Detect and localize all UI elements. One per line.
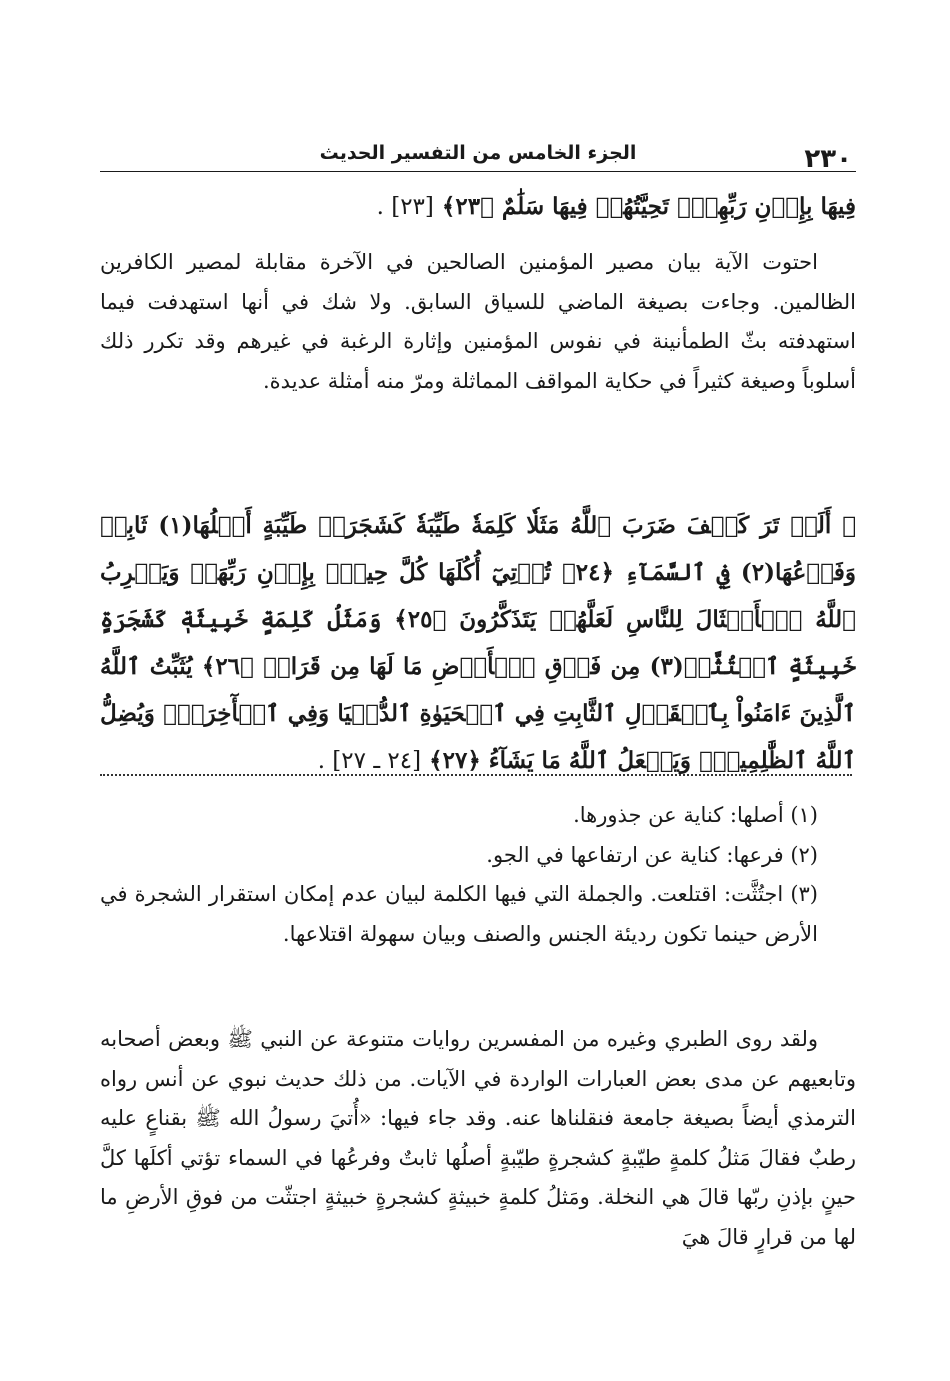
footnote-1: (١) أصلها: كناية عن جذورها. [573, 803, 818, 827]
footnote-2: (٢) فرعها: كناية عن ارتفاعها في الجو. [486, 842, 818, 867]
footnote-3: (٣) اجتُثَّت: اقتلعت. والجملة التي فيها الكلمة لبيان عدم إمكان استقرار الشجرة في الأرض حينما تكون رديئة الجنس والصنف وبيان سهولة اقتلاعها. [100, 882, 818, 946]
footnote-separator [100, 774, 852, 776]
verses-reference: [٢٤ ـ ٢٧] . [317, 748, 422, 774]
page-header [100, 136, 856, 176]
verse-tail-reference: [٢٣] . [376, 194, 434, 220]
commentary-text: احتوت الآية بيان مصير المؤمنين الصالحين في الآخرة مقابلة لمصير الكافرين الظالمين. وجاءت بصيغة الماضي للسياق السابق. ولا شك في أنها استهدفت فيما استهدفته بثّ الطمأنينة في نفوس المؤمنين وإثارة الرغبة في غيرهم وقد تكرر ذلك أسلوباً وصيغة كثيراً في حكاية المواقف المماثلة ومرّ منه أمثلة عديدة. [100, 250, 856, 393]
narration-text: ولقد روى الطبري وغيره من المفسرين روايات متنوعة عن النبي ﷺ وبعض أصحابه وتابعيهم عن مدى بعض العبارات الواردة في الآيات. من ذلك حديث نبوي عن أنس رواه الترمذي أيضاً بصيغة جامعة فنقلناها عنه. وقد جاء فيها: «أُتيَ رسولُ الله ﷺ بقناعٍ عليه رطبٌ فقالَ مَثلُ كلمةٍ طيّبةٍ كشجرةٍ طيّبةٍ أصلُها ثابتٌ وفرعُها في السماء تؤتي أكلَها كلَّ حينٍ بإذنِ ربّها قالَ هي النخلة. ومَثلُ كلمةٍ خبيثةٍ كشجرةٍ خبيثةٍ اجتثّت من فوقِ الأرضِ ما لها من قرارٍ قالَ هيَ [100, 1027, 856, 1249]
running-title: الجزء الخامس من التفسير الحديث [319, 142, 637, 164]
narration-paragraph [100, 1020, 856, 1257]
verses-block [100, 502, 856, 785]
page-number: ٢٣٠ [804, 144, 852, 174]
commentary-paragraph [100, 243, 856, 401]
verse-tail-text: فِيهَا بِإِذۡنِ رَبِّهِمۡۖ تَحِيَّتُهُمۡ فِيهَا سَلَٰمٌ ﴿٢٣﴾ [441, 193, 856, 220]
footnotes [100, 796, 856, 954]
verses-text: ﴿ أَلَمۡ تَرَ كَيۡفَ ضَرَبَ ٱللَّهُ مَثَلٗا كَلِمَةٗ طَيِّبَةٗ كَشَجَرَةٖ طَيِّبَةٍ أَصۡلُهَا(١) ثَابِتٞ وَفَرۡعُهَا(٢) فِي ٱلسَّمَآءِ ﴿٢٤﴾ تُؤۡتِيٓ أُكُلَهَا كُلَّ حِينِۭ بِإِذۡنِ رَبِّهَاۗ وَيَضۡرِبُ ٱللَّهُ ٱلۡأَمۡثَالَ لِلنَّاسِ لَعَلَّهُمۡ يَتَذَكَّرُونَ ﴿٢٥﴾ وَمَثَلُ كَلِمَةٍ خَبِيثَةٖ كَشَجَرَةٍ خَبِيثَةٍ ٱجۡتُثَّتۡ(٣) مِن فَوۡقِ ٱلۡأَرۡضِ مَا لَهَا مِن قَرَارٖ ﴿٢٦﴾ يُثَبِّتُ ٱللَّهُ ٱلَّذِينَ ءَامَنُواْ بِٱلۡقَوۡلِ ٱلثَّابِتِ فِي ٱلۡحَيَوٰةِ ٱلدُّنۡيَا وَفِي ٱلۡأٓخِرَةِۖ وَيُضِلُّ ٱللَّهُ ٱلظَّٰلِمِينَۚ وَيَفۡعَلُ ٱللَّهُ مَا يَشَآءُ ﴿٢٧﴾ [100, 512, 857, 774]
verse-tail [100, 183, 856, 231]
header-rule [100, 171, 856, 172]
